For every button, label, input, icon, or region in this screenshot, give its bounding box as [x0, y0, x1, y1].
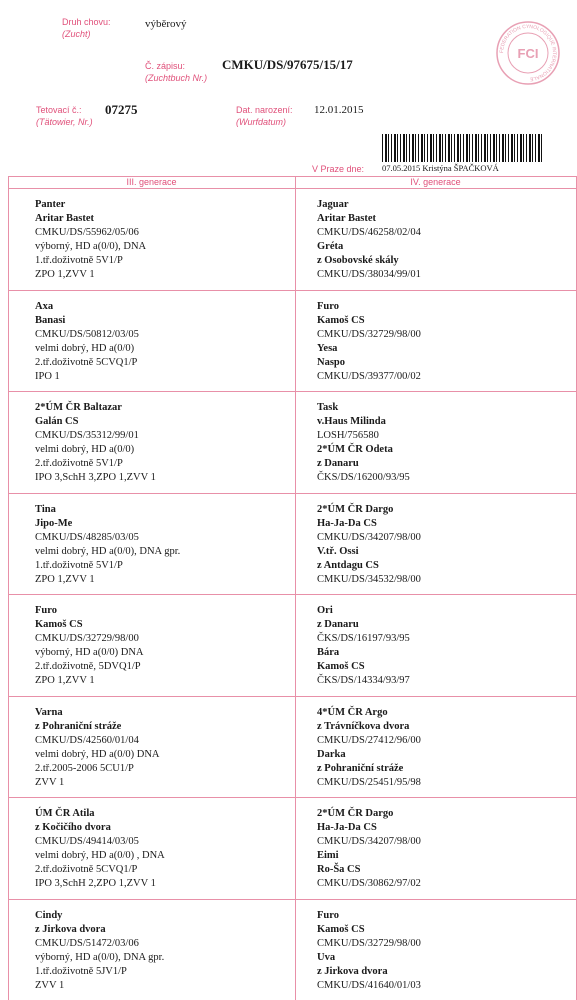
pedigree-line: CMKU/DS/34207/98/00 [317, 532, 421, 543]
pedigree-line: Furo [35, 605, 57, 616]
pedigree-cell-left [35, 503, 180, 587]
pedigree-line: IPO 3,SchH 3,ZPO 1,ZVV 1 [35, 472, 156, 483]
pedigree-line: Axa [35, 301, 54, 312]
column-header-right: IV. generace [410, 177, 461, 187]
pedigree-line: velmi dobrý, HD a(0/0), DNA gpr. [35, 546, 181, 557]
pedigree-line: Jipo-Me [35, 518, 73, 529]
pedigree-line: v.Haus Milinda [317, 416, 386, 427]
pedigree-line: 2.tř.doživotně 5V1/P [35, 458, 123, 469]
pedigree-line: CMKU/DS/35312/99/01 [35, 430, 139, 441]
pedigree-line: CMKU/DS/55962/05/06 [35, 227, 139, 238]
pedigree-line: 2.tř.2005-2006 5CU1/P [35, 763, 134, 774]
pedigree-line: CMKU/DS/42560/01/04 [35, 735, 139, 746]
pedigree-cell-left [35, 909, 164, 993]
pedigree-line: Ori [317, 605, 333, 616]
breed-label-de: (Zucht) [62, 29, 91, 39]
pedigree-line: Ha-Ja-Da CS [317, 518, 377, 529]
pedigree-line: 4*ÚM ČR Argo [317, 707, 388, 718]
pedigree-line: ZVV 1 [35, 777, 65, 788]
pedigree-cell-right [317, 198, 421, 282]
pedigree-cell-left [35, 706, 160, 790]
pedigree-line: Cindy [35, 910, 63, 921]
pedigree-line: ÚM ČR Atila [35, 808, 95, 819]
pedigree-line: Gréta [317, 241, 344, 252]
studbook-label [145, 60, 207, 84]
pedigree-line: CMKU/DS/27412/96/00 [317, 735, 421, 746]
pedigree-line: CMKU/DS/51472/03/06 [35, 938, 139, 949]
pedigree-line: z Antdagu CS [317, 560, 379, 571]
pedigree-line: ZPO 1,ZVV 1 [35, 269, 95, 280]
pedigree-line: velmi dobrý, HD a(0/0) [35, 343, 135, 354]
pedigree-line: CMKU/DS/25451/95/98 [317, 777, 421, 788]
pedigree-line: LOSH/756580 [317, 430, 379, 441]
pedigree-cell-right [317, 807, 421, 891]
pedigree-line: z Pohraniční stráže [35, 721, 122, 732]
pedigree-line: CMKU/DS/30862/97/02 [317, 878, 421, 889]
pedigree-line: CMKU/DS/46258/02/04 [317, 227, 421, 238]
pedigree-cell-right [317, 909, 421, 993]
pedigree-line: Uva [317, 952, 336, 963]
pedigree-line: ČKS/DS/16197/93/95 [317, 633, 410, 644]
pedigree-line: ČKS/DS/16200/93/95 [317, 472, 410, 483]
pedigree-line: Kamoš CS [317, 924, 365, 935]
fci-logo-text: FCI [517, 46, 539, 61]
pedigree-line: výborný, HD a(0/0) DNA [35, 647, 144, 658]
pedigree-line: Kamoš CS [317, 661, 365, 672]
pedigree-line: Darka [317, 749, 346, 760]
pedigree-line: z Kočičího dvora [35, 822, 111, 833]
pedigree-line: Aritar Bastet [317, 213, 376, 224]
pedigree-line: 2*ÚM ČR Odeta [317, 444, 393, 455]
row-divider [8, 391, 577, 392]
pedigree-cell-left [35, 401, 156, 485]
pedigree-line: Jaguar [317, 199, 349, 210]
pedigree-line: CMKU/DS/48285/03/05 [35, 532, 139, 543]
pedigree-cell-right [317, 300, 421, 384]
pedigree-cell-left [35, 604, 143, 688]
pedigree-cell-right [317, 604, 410, 688]
pedigree-line: ZVV 1 [35, 980, 65, 991]
pedigree-line: Kamoš CS [317, 315, 365, 326]
row-divider [8, 493, 577, 494]
row-divider [8, 594, 577, 595]
pedigree-cell-left [35, 807, 165, 891]
tattoo-value: 07275 [105, 102, 138, 117]
pedigree-line: CMKU/DS/49414/03/05 [35, 836, 139, 847]
pedigree-line: CMKU/DS/32729/98/00 [317, 938, 421, 949]
pedigree-line: velmi dobrý, HD a(0/0) [35, 444, 135, 455]
pedigree-line: 2.tř.doživotně, 5DVQ1/P [35, 661, 141, 672]
pedigree-line: Panter [35, 199, 66, 210]
pedigree-line: 2.tř.doživotně 5CVQ1/P [35, 864, 138, 875]
pedigree-line: IPO 3,SchH 2,ZPO 1,ZVV 1 [35, 878, 156, 889]
pedigree-line: Galán CS [35, 416, 79, 427]
pedigree-line: CMKU/DS/39377/00/02 [317, 371, 421, 382]
birth-label [236, 104, 293, 128]
pedigree-line: CMKU/DS/34532/98/00 [317, 574, 421, 585]
breed-value: výběrový [145, 18, 187, 30]
studbook-label-cz: Č. zápisu: [145, 61, 186, 71]
pedigree-line: CMKU/DS/32729/98/00 [317, 329, 421, 340]
column-header-left: III. generace [126, 177, 177, 187]
pedigree-line: z Danaru [317, 458, 359, 469]
place-value: 07.05.2015 Kristýna ŠPAČKOVÁ [382, 163, 499, 173]
column-divider [295, 176, 296, 1000]
row-divider [8, 797, 577, 798]
pedigree-line: 2*ÚM ČR Dargo [317, 808, 394, 819]
fci-logo [495, 20, 561, 86]
pedigree-line: výborný, HD a(0/0), DNA gpr. [35, 952, 165, 963]
birth-label-de: (Wurfdatum) [236, 117, 287, 127]
pedigree-line: Yesa [317, 343, 338, 354]
pedigree-line: Banasi [35, 315, 66, 326]
tattoo-label [36, 104, 93, 128]
studbook-value: CMKU/DS/97675/15/17 [222, 57, 353, 72]
pedigree-line: Kamoš CS [35, 619, 83, 630]
pedigree-line: Bára [317, 647, 340, 658]
pedigree-line: z Jirkova dvora [35, 924, 106, 935]
tattoo-label-de: (Tätowier, Nr.) [36, 117, 93, 127]
pedigree-line: 2*ÚM ČR Dargo [317, 504, 394, 515]
pedigree-line: Aritar Bastet [35, 213, 94, 224]
pedigree-cell-left [35, 198, 146, 282]
pedigree-line: z Trávníčkova dvora [317, 721, 410, 732]
pedigree-line: 2*ÚM ČR Baltazar [35, 402, 122, 413]
row-divider [8, 696, 577, 697]
breed-label-cz: Druh chovu: [62, 17, 111, 27]
pedigree-line: velmi dobrý, HD a(0/0) DNA [35, 749, 160, 760]
birth-value: 12.01.2015 [314, 104, 364, 116]
pedigree-line: CMKU/DS/41640/01/03 [317, 980, 421, 991]
pedigree-line: ČKS/DS/14334/93/97 [317, 675, 410, 686]
pedigree-line: 1.tř.doživotně 5V1/P [35, 255, 123, 266]
left-border [8, 176, 9, 1000]
pedigree-line: Varna [35, 707, 63, 718]
pedigree-line: 2.tř.doživotně 5CVQ1/P [35, 357, 138, 368]
pedigree-line: V.tř. Ossi [317, 546, 359, 557]
pedigree-cell-right [317, 503, 421, 587]
pedigree-cell-left [35, 300, 139, 384]
pedigree-line: Ha-Ja-Da CS [317, 822, 377, 833]
pedigree-line: Ro-Ša CS [317, 864, 361, 875]
pedigree-cell-right [317, 706, 421, 790]
pedigree-line: Task [317, 402, 339, 413]
pedigree-line: Tina [35, 504, 56, 515]
place-label: V Praze dne: [312, 164, 365, 174]
birth-label-cz: Dat. narození: [236, 105, 293, 115]
pedigree-line: Furo [317, 910, 339, 921]
pedigree-line: z Danaru [317, 619, 359, 630]
pedigree-line: CMKU/DS/50812/03/05 [35, 329, 139, 340]
pedigree-line: CMKU/DS/32729/98/00 [35, 633, 139, 644]
pedigree-line: CMKU/DS/34207/98/00 [317, 836, 421, 847]
pedigree-cell-right [317, 401, 410, 485]
pedigree-line: z Jirkova dvora [317, 966, 388, 977]
header-bottom-line [8, 188, 577, 189]
barcode [382, 134, 542, 162]
pedigree-line: z Osobovské skály [317, 255, 399, 266]
pedigree-line: 1.tř.doživotně 5JV1/P [35, 966, 127, 977]
pedigree-line: CMKU/DS/38034/99/01 [317, 269, 421, 280]
fci-ring-text: FEDERATION CYNOLOGIQUE INTERNATIONALE [498, 23, 558, 82]
tattoo-label-cz: Tetovací č.: [36, 105, 82, 115]
pedigree-line: z Pohraniční stráže [317, 763, 404, 774]
pedigree-line: Naspo [317, 357, 346, 368]
pedigree-line: ZPO 1,ZVV 1 [35, 675, 95, 686]
breed-label [62, 16, 111, 40]
pedigree-line: Furo [317, 301, 339, 312]
pedigree-line: 1.tř.doživotně 5V1/P [35, 560, 123, 571]
pedigree-line: IPO 1 [35, 371, 60, 382]
pedigree-line: ZPO 1,ZVV 1 [35, 574, 95, 585]
studbook-label-de: (Zuchtbuch Nr.) [145, 73, 208, 83]
pedigree-line: výborný, HD a(0/0), DNA [35, 241, 147, 252]
pedigree-line: velmi dobrý, HD a(0/0) , DNA [35, 850, 165, 861]
row-divider [8, 899, 577, 900]
row-divider [8, 290, 577, 291]
pedigree-line: Eimi [317, 850, 339, 861]
